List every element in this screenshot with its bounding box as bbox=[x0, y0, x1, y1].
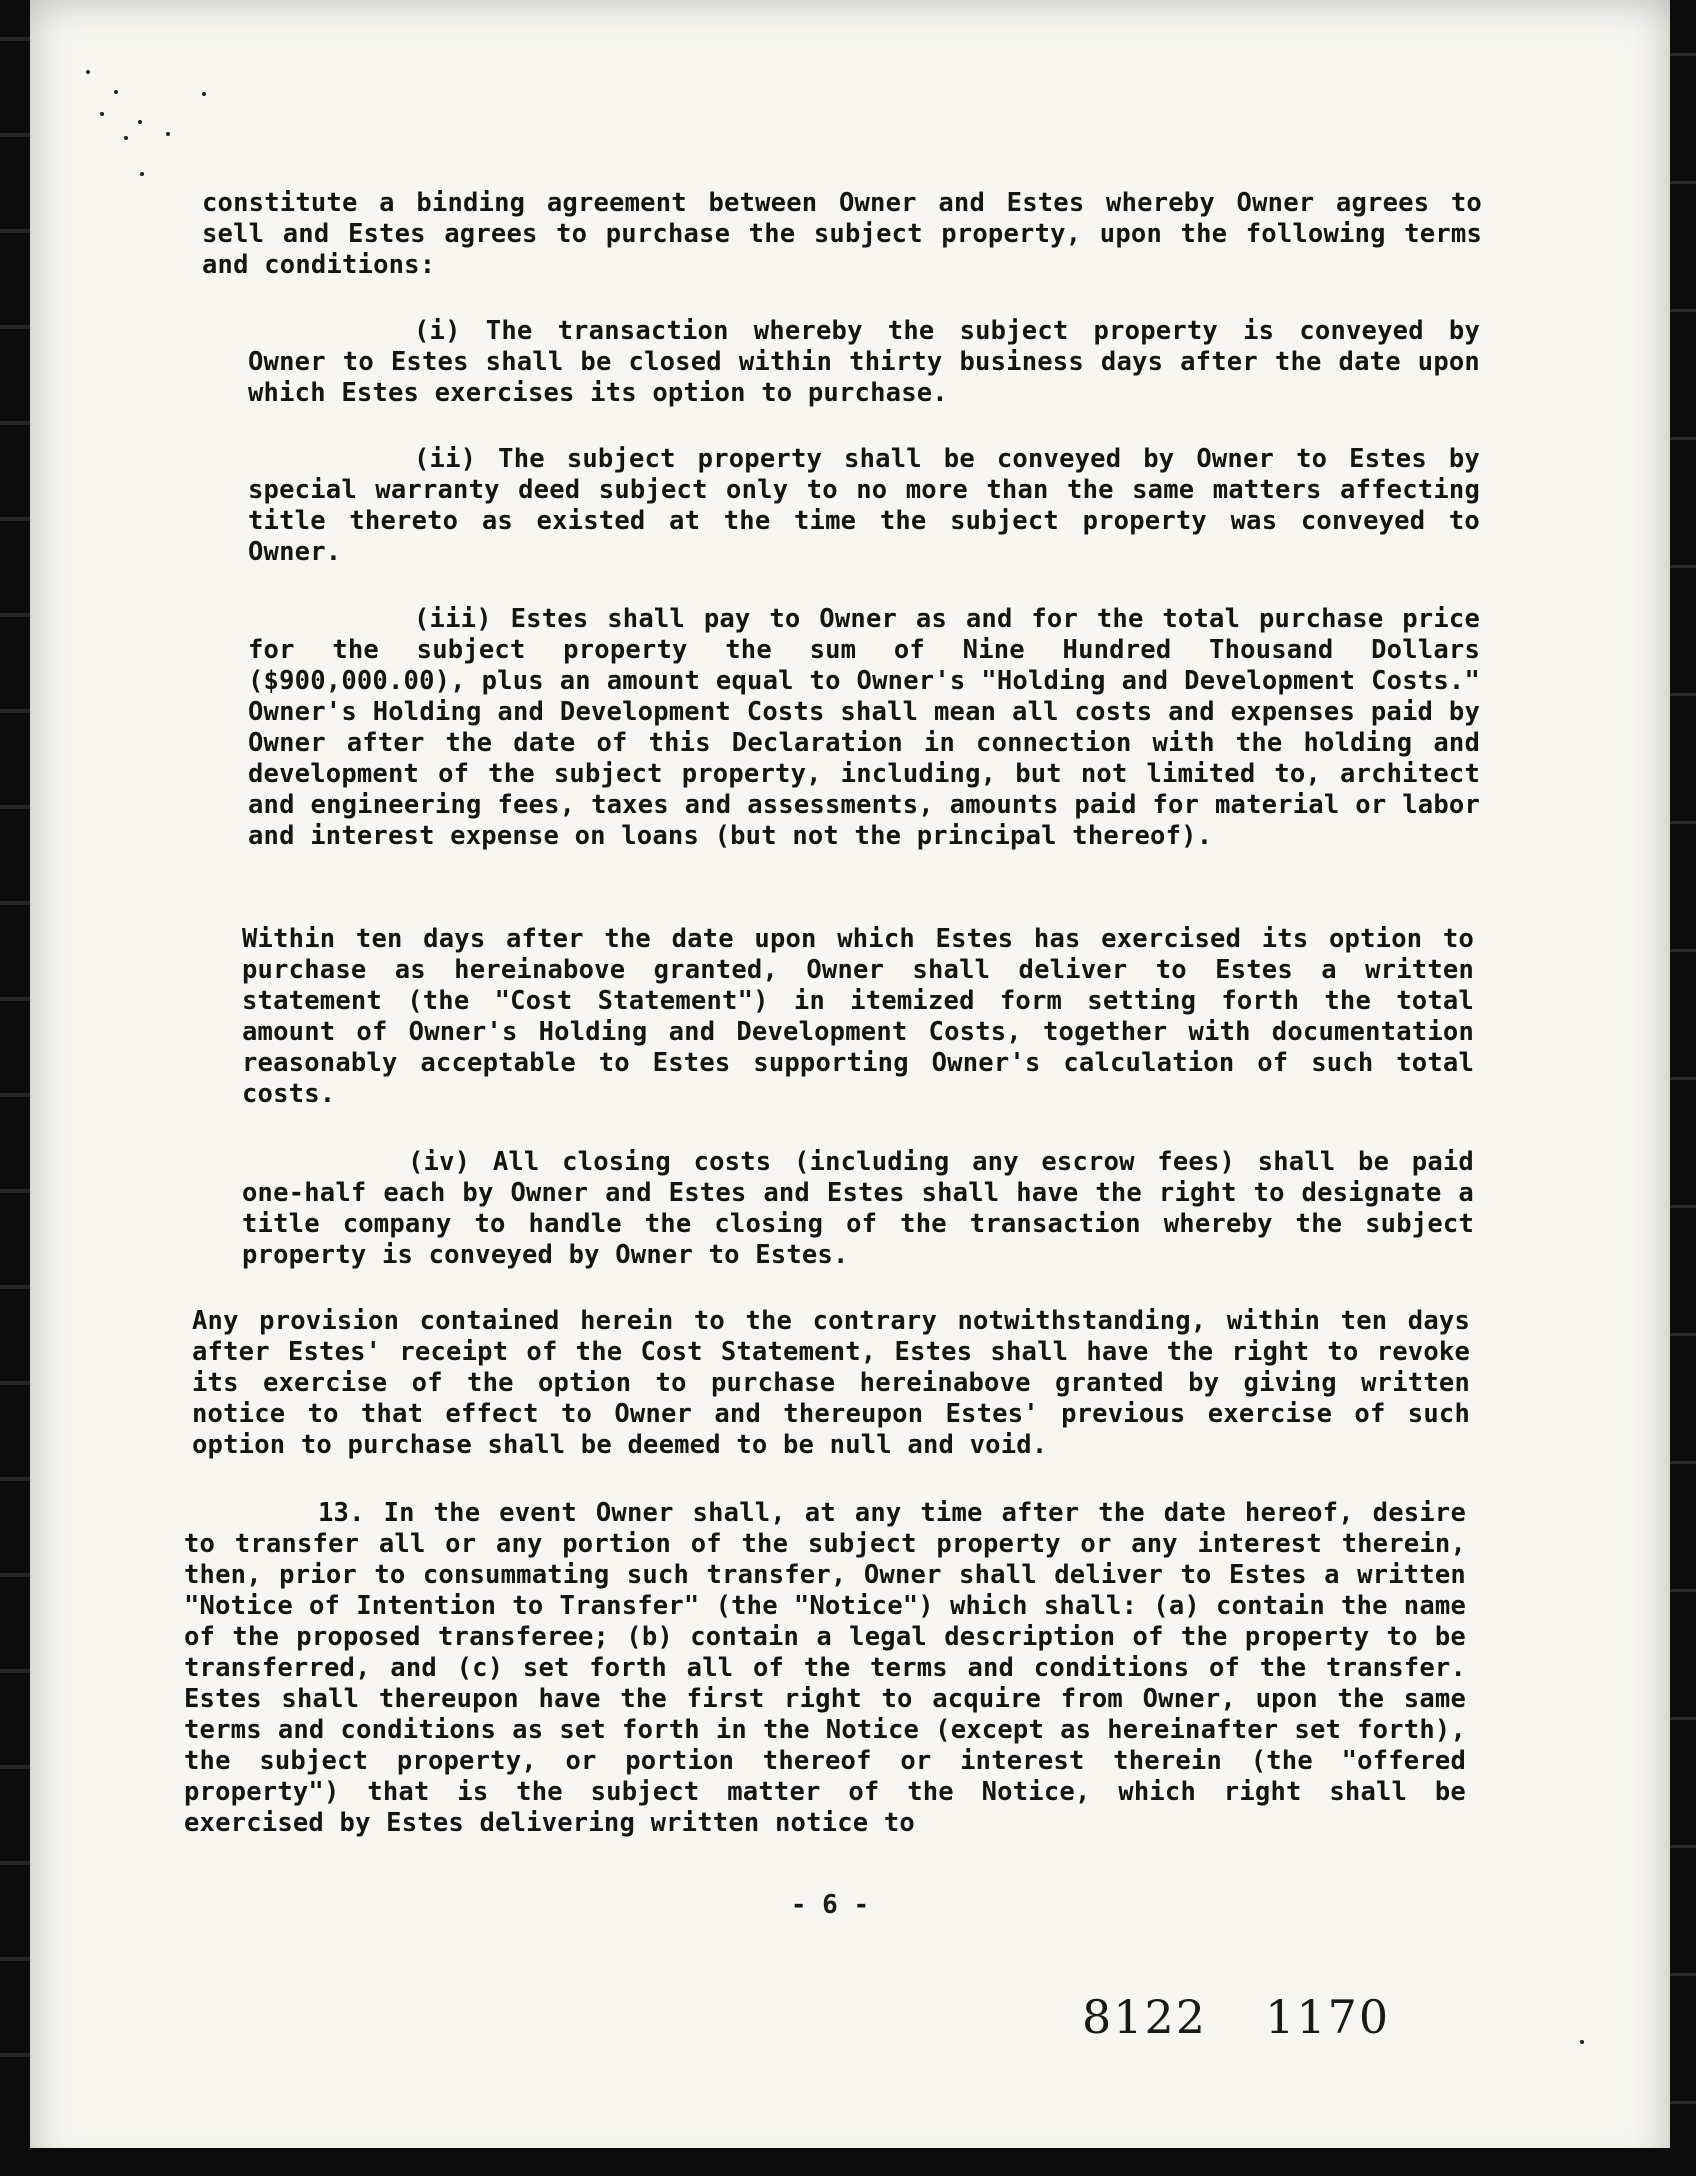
paragraph-section-13: 13. In the event Owner shall, at any time after the date hereof, desire to transfer all or any portion of the subject property or any interest therein, then, prior to consummating such transfer, Owner shall deliver to Estes a written "Notice of Intention to Transfer" (the "Notice") which shall: (a) contain the name of the proposed transferee; (b) contain a legal description of the property to be transferred, and (c) set forth all of the terms and conditions of the transfer. Estes shall thereupon have the first right to acquire from Owner, upon the same terms and conditions as set forth in the Notice (except as hereinafter set forth), the subject property, or portion thereof or interest therein (the "offered property") that is the subject matter of the Notice, which right shall be exercised by Estes delivering written notice to bbox=[184, 1498, 1466, 1838]
scan-edge-left bbox=[0, 0, 30, 2176]
paragraph-item-iv: (iv) All closing costs (including any escrow fees) shall be paid one-half each by Owner and Estes and Estes shall have the right to designate a title company to handle the closing of the transaction whereby the subject property is conveyed by Owner to Estes. bbox=[242, 1147, 1474, 1270]
scan-speck bbox=[124, 136, 128, 140]
scan-speck bbox=[138, 120, 142, 124]
paragraph-item-ii: (ii) The subject property shall be conveyed by Owner to Estes by special warranty deed subject only to no more than the same matters affecting title thereto as existed at the time the subject property was conveyed to Owner. bbox=[248, 444, 1480, 567]
scan-edge-bottom bbox=[0, 2148, 1696, 2176]
paragraph-cost-statement: Within ten days after the date upon which Estes has exercised its option to purchase as hereinabove granted, Owner shall deliver to Estes a written statement (the "Cost Statement") in itemized form setting forth the total amount of Owner's Holding and Development Costs, together with documentation reasonably acceptable to Estes supporting Owner's calculation of such total costs. bbox=[242, 924, 1474, 1109]
scan-speck bbox=[166, 132, 170, 136]
scan-speck bbox=[100, 112, 104, 116]
scan-edge-right bbox=[1670, 0, 1696, 2176]
scan-speck bbox=[140, 172, 144, 176]
scan-speck bbox=[1580, 2040, 1584, 2044]
page-number: - 6 - bbox=[790, 1890, 870, 1920]
stamp-page-number: 1170 bbox=[1265, 1990, 1391, 2044]
stamp-book-number: 8122 bbox=[1082, 1990, 1208, 2044]
paragraph-item-i: (i) The transaction whereby the subject property is conveyed by Owner to Estes shall be closed within thirty business days after the date upon which Estes exercises its option to purchase. bbox=[248, 316, 1480, 408]
recording-stamp bbox=[1082, 1990, 1390, 2044]
paragraph-item-iii: (iii) Estes shall pay to Owner as and for the total purchase price for the subject property the sum of Nine Hundred Thousand Dollars ($900,000.00), plus an amount equal to Owner's "Holding and Development Costs." Owner's Holding and Development Costs shall mean all costs and expenses paid by Owner after the date of this Declaration in connection with the holding and development of the subject property, including, but not limited to, architect and engineering fees, taxes and assessments, amounts paid for material or labor and interest expense on loans (but not the principal thereof). bbox=[248, 604, 1480, 851]
scan-speck bbox=[202, 92, 206, 96]
paragraph-intro: constitute a binding agreement between Owner and Estes whereby Owner agrees to sell and Estes agrees to purchase the subject property, upon the following terms and conditions: bbox=[202, 188, 1482, 280]
scan-speck bbox=[114, 90, 118, 94]
paragraph-any-provision: Any provision contained herein to the contrary notwithstanding, within ten days after Estes' receipt of the Cost Statement, Estes shall have the right to revoke its exercise of the option to purchase hereinabove granted by giving written notice to that effect to Owner and thereupon Estes' previous exercise of such option to purchase shall be deemed to be null and void. bbox=[192, 1306, 1470, 1460]
scan-speck bbox=[86, 70, 90, 74]
